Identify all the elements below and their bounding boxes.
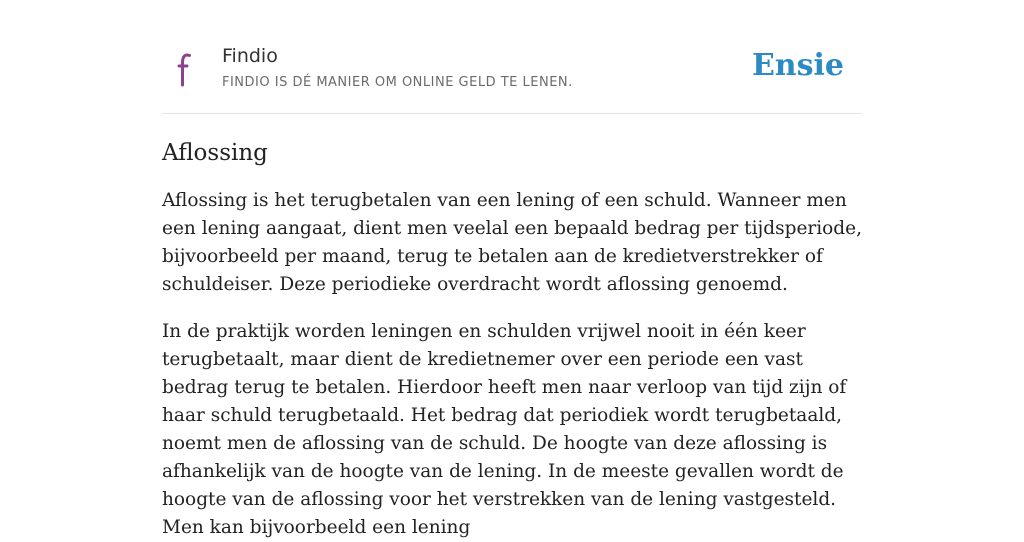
site-header xyxy=(162,0,862,114)
content-container xyxy=(162,0,862,542)
site-name[interactable]: Findio xyxy=(222,45,278,67)
ensie-brand-logo[interactable]: Ensie xyxy=(751,48,844,83)
article-paragraph-2: In de praktijk worden leningen en schulden vrijwel nooit in één keer terugbetaalt, maar dient de kredietnemer over een periode een vast bedrag terug te betalen. Hierdoor heeft men naar verloop van tijd zijn of haar schuld terugbetaald. Het bedrag dat periodiek wordt terugbetaald, noemt men de aflossing van de schuld. De hoogte van deze aflossing is afhankelijk van de hoogte van de lening. In de meeste gevallen wordt de hoogte van de aflossing voor het verstrekken van de lening vastgesteld. Men kan bijvoorbeeld een lening xyxy=(162,321,847,538)
site-tagline: FINDIO IS DÉ MANIER OM ONLINE GELD TE LENEN. xyxy=(222,75,573,90)
article-title: Aflossing xyxy=(162,140,268,166)
article-paragraph-1: Aflossing is het terugbetalen van een lening of een schuld. Wanneer men een lening aangaat, dient men veelal een bepaald bedrag per tijdsperiode, bijvoorbeeld per maand, terug te betalen aan de kredietverstrekker of schuldeiser. Deze periodieke overdracht wordt aflossing genoemd. xyxy=(162,190,862,295)
findio-logo-icon[interactable] xyxy=(178,52,192,88)
